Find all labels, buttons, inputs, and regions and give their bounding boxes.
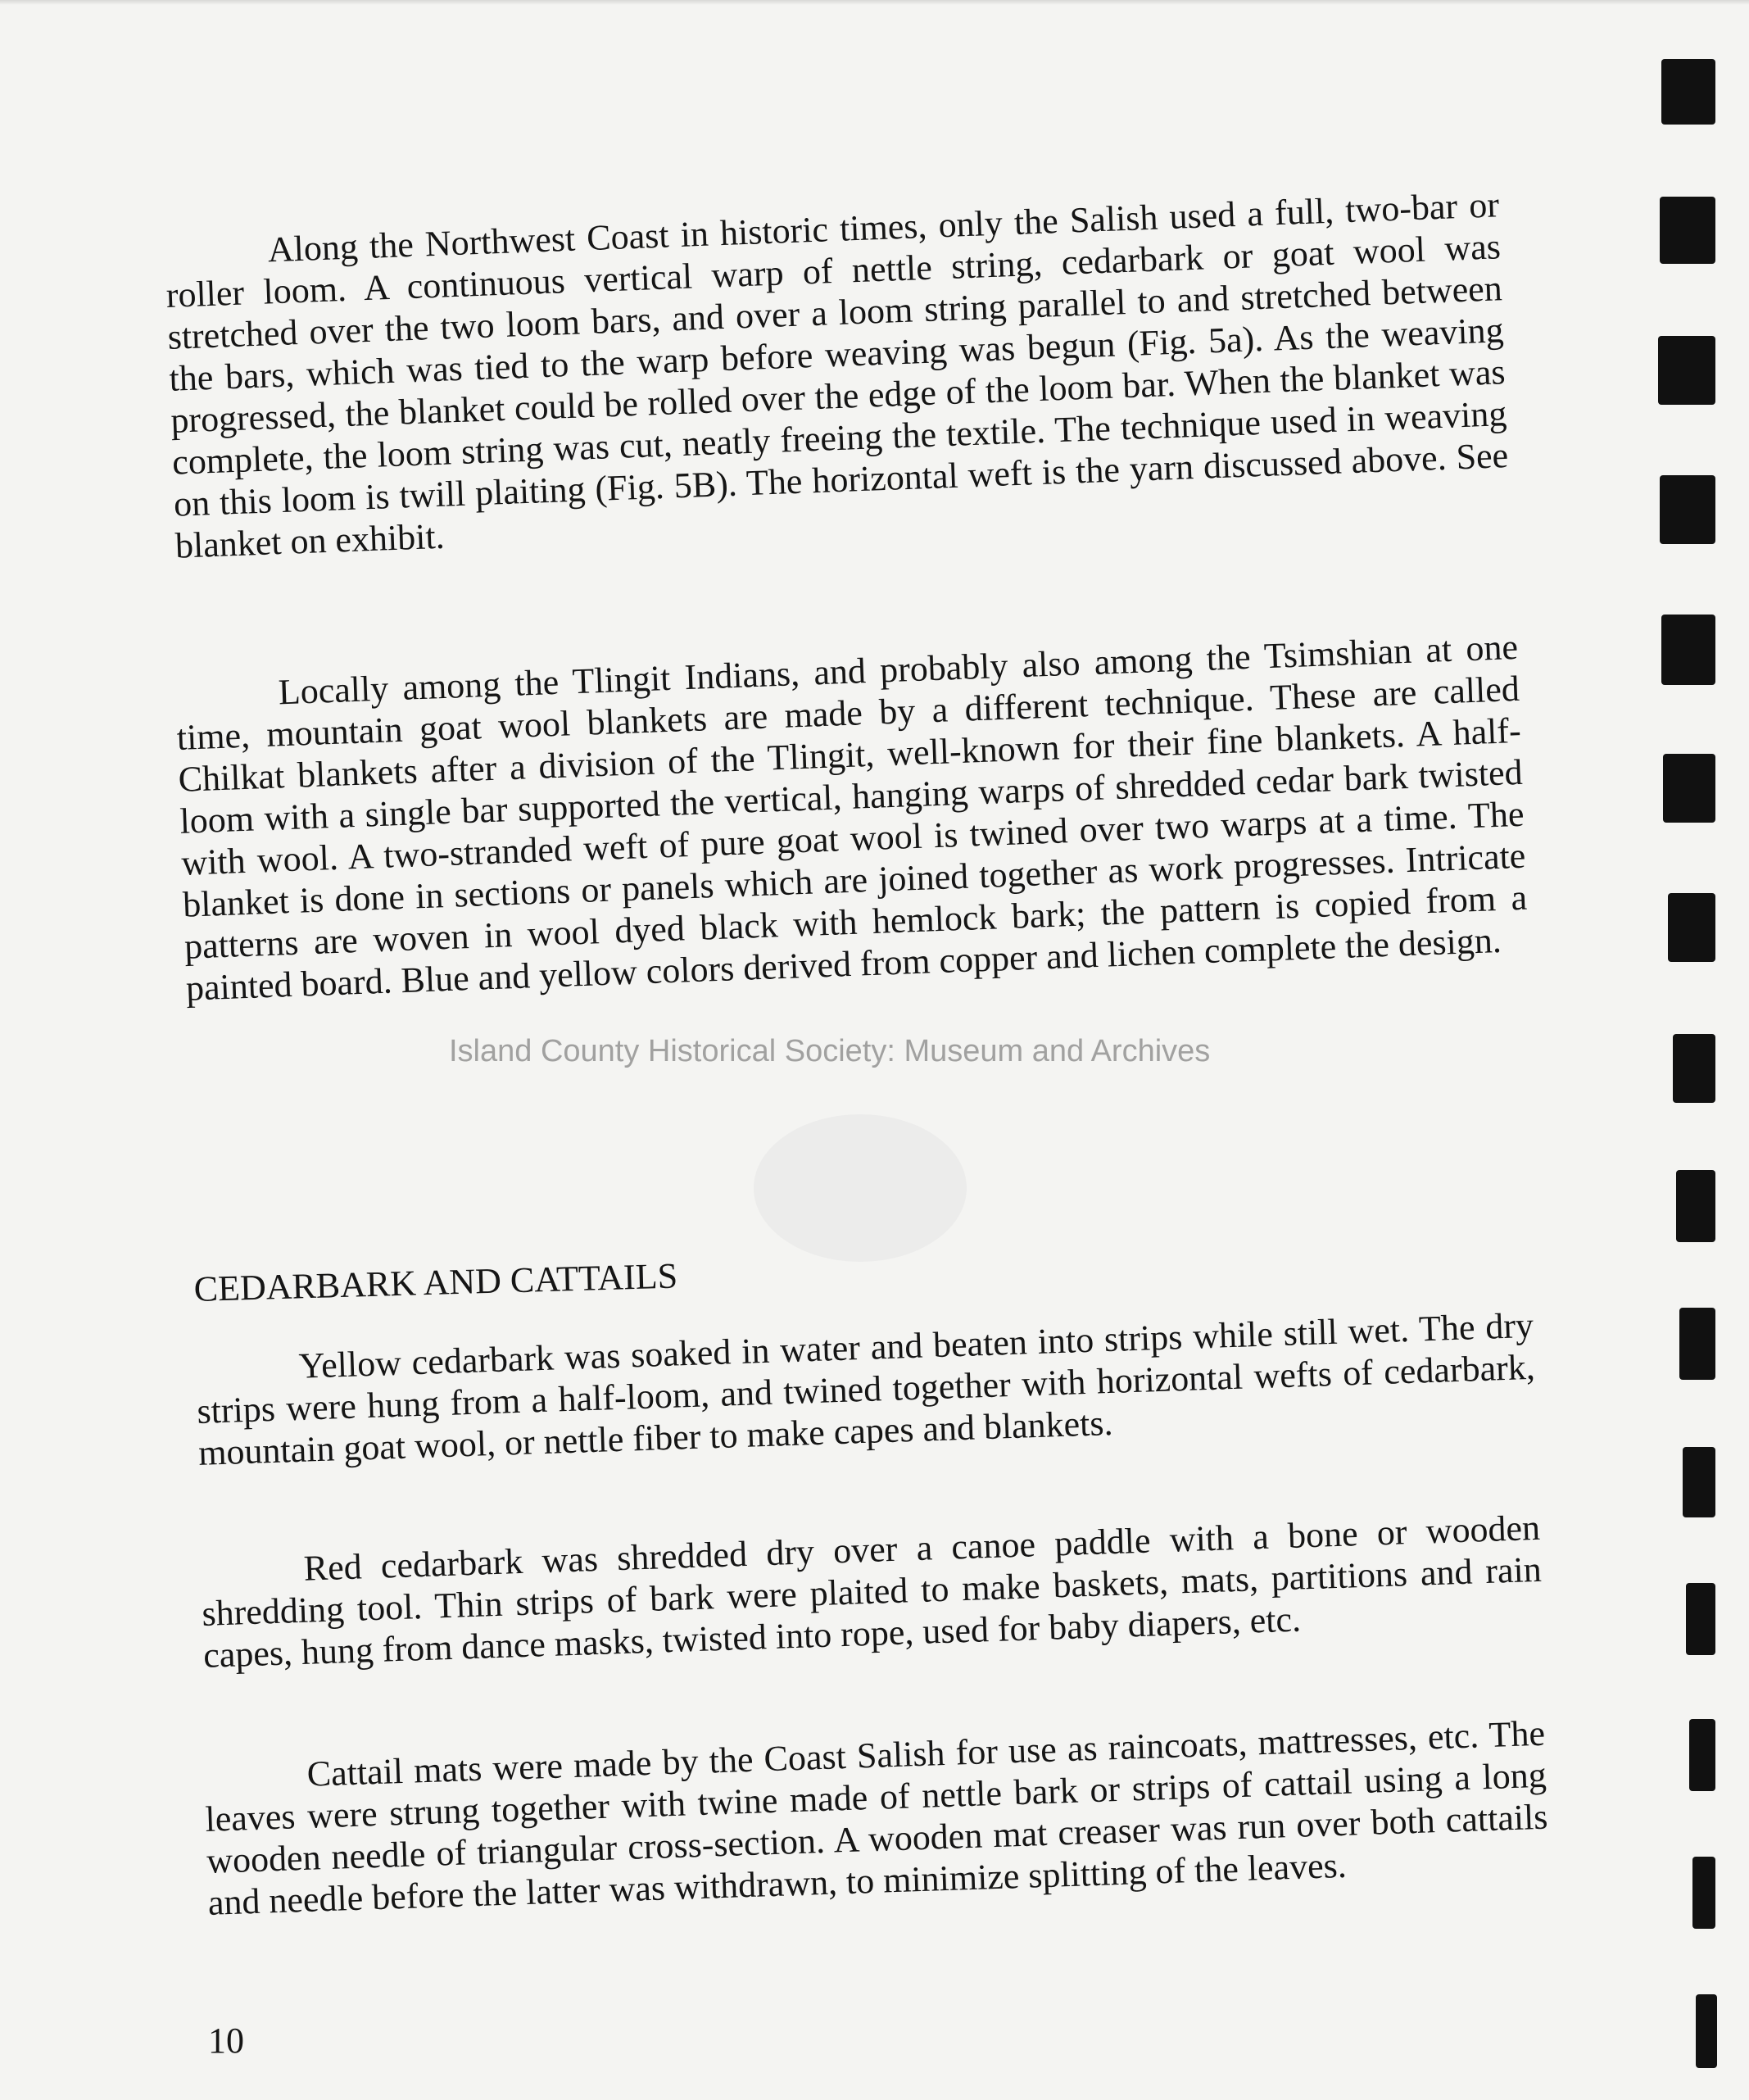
binding-hole: [1676, 1170, 1715, 1242]
paragraph-chilkat-blankets: [174, 626, 1529, 1009]
binding-hole: [1660, 197, 1715, 264]
binding-hole: [1668, 893, 1715, 962]
binding-hole: [1673, 1034, 1715, 1103]
paragraph-chilkat-blankets-text: Locally among the Tlingit Indians, and probably also among the Tsimshian at one time, mountain goat wool blankets are made by a different technique. These are called Chilkat blankets after a division of the Tlingit, well-known for their fine blankets. A half-loom with a single bar supported the vertical, hanging warps of shredded cedar bark twisted with wool. A two-stranded weft of pure goat wool is twined over two warps at a time. The blanket is done in sections or panels which are joined together as work progresses. Intricate patterns are woven in wool dyed black with hemlock bark; the pattern is copied from a painted board. Blue and yellow colors derived from copper and lichen complete the design.: [175, 626, 1528, 1009]
watermark: Island County Historical Society: Museum and Archives: [449, 1034, 1211, 1068]
paper-speck: [754, 1114, 967, 1262]
paragraph-yellow-cedarbark-text: Yellow cedarbark was soaked in water and beaten into strips while still wet. The dry strips were hung from a half-loom, and twined together with horizontal wefts of cedarbark, mountain goat wool, or nettle fiber to make capes and blankets.: [196, 1304, 1536, 1473]
paragraph-cattail-mats: [203, 1712, 1550, 1924]
binding-hole: [1689, 1719, 1715, 1791]
paragraph-red-cedarbark-text: Red cedarbark was shredded dry over a canoe paddle with a bone or wooden shredding tool. Thin strips of bark were plaited to make baskets, mats, partitions and rain capes, hung from dance masks, twisted into rope, used for baby diapers, etc.: [201, 1507, 1543, 1676]
binding-hole: [1661, 615, 1715, 685]
paragraph-red-cedarbark: [200, 1507, 1543, 1676]
paragraph-roller-loom: [164, 184, 1511, 566]
binding-hole: [1658, 336, 1715, 405]
page-number: 10: [208, 2021, 244, 2061]
paragraph-cattail-mats-text: Cattail mats were made by the Coast Salish for use as raincoats, mattresses, etc. The leaves were strung together with twine made of nettle bark or strips of cattail using a long wooden needle of triangular cross-section. A wooden mat creaser was run over both cattails and needle before the latter was withdrawn, to minimize splitting of the leaves.: [204, 1712, 1549, 1923]
paragraph-yellow-cedarbark: [195, 1304, 1537, 1474]
page-top-edge: [0, 0, 1749, 5]
binding-hole: [1696, 1994, 1717, 2068]
binding-hole: [1660, 475, 1715, 544]
binding-hole: [1686, 1583, 1715, 1655]
binding-hole: [1663, 754, 1715, 823]
binding-hole: [1661, 59, 1715, 125]
binding-hole: [1683, 1447, 1715, 1517]
paragraph-roller-loom-text: Along the Northwest Coast in historic times, only the Salish used a full, two-bar or roller loom. A continuous vertical warp of nettle string, cedarbark or goat wool was stretched over the two loom bars, and over a loom string parallel to and stretched between the bars, which was tied to the warp before weaving was begun (Fig. 5a). As the weaving progressed, the blanket could be rolled over the edge of the loom bar. When the blanket was complete, the loom string was cut, neatly freeing the textile. The technique used in weaving on this loom is twill plaiting (Fig. 5B). The horizontal weft is the yarn discussed above. See blanket on exhibit.: [165, 184, 1509, 566]
section-heading: CEDARBARK AND CATTAILS: [193, 1255, 678, 1309]
binding-hole: [1679, 1308, 1715, 1380]
binding-hole: [1692, 1857, 1715, 1929]
